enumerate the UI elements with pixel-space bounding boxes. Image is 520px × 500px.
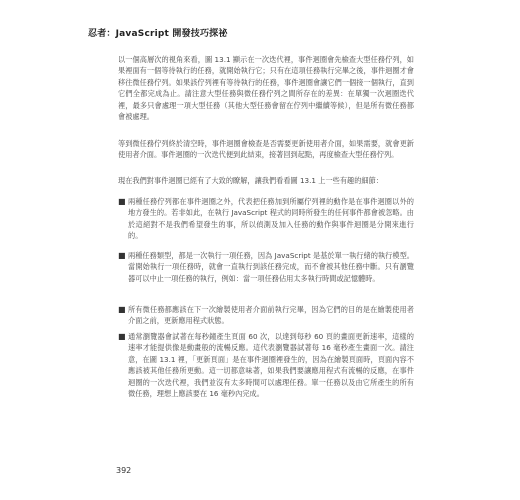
paragraph-3: 現在我們對事件迴圈已經有了大致的瞭解，讓我們看看圖 13.1 上一些有趣的細節： (118, 176, 383, 185)
bullet-icon: ■ (118, 197, 126, 206)
list-item-text: 所有微任務都應該在下一次繪製使用者介面前執行完畢，因為它們的目的是在繪製使用者介面之前，更新應用程式狀態。 (128, 305, 414, 326)
list-item-text: 兩種任務佇列都在事件迴圈之外，代表把任務加到所屬佇列裡的動作是在事件迴圈以外的地方發生的。若非如此，在執行 JavaScript 程式的同時所發生的任何事件都會被忽略。由於這絕對不是我們希望發生的事，所以偵測及加入任務的動作與事件迴圈是分開來進行的。 (128, 197, 414, 241)
bullet-icon: ■ (118, 251, 126, 260)
paragraph-1: 以一個高層次的視角來看，圖 13.1 顯示在一次迭代裡，事件迴圈會先檢查大型任務佇列，如果裡面有一個等待執行的任務，就開始執行它；只有在這項任務執行完畢之後，事件迴圈才會移往微任務佇列。如果該佇列裡有等待執行的任務，事件迴圈會讓它們一個接一個執行，直到它們全都完成為止。請注意大型任務與微任務佇列之間所存在的差異：在單獨一次迴圈迭代裡，最多只會處理一項大型任務（其他大型任務會留在佇列中繼續等候），但是所有微任務都會被處理。 (118, 55, 414, 122)
paragraph-2: 等到微任務佇列終於清空時，事件迴圈會檢查是否需要更新使用者介面，如果需要，就會更新使用者介面。事件迴圈的一次迭代便到此結束，接著回到起點，再度檢查大型任務佇列。 (118, 139, 414, 160)
page-number: 392 (116, 466, 132, 475)
list-item-text: 兩種任務類型，都是一次執行一項任務，因為 JavaScript 是基於單一執行緒的執行模型。當開始執行一項任務時，就會一直執行到該任務完成，而不會被其他任務中斷。只有瀏覽器可以中止一項任務的執行，例如：當一項任務佔用太多執行時間或記憶體時。 (128, 251, 414, 283)
list-item (118, 304, 414, 327)
list-item-text: 通常瀏覽器會試著在每秒鐘產生頁面 60 次，以達到每秒 60 頁的畫面更新速率，這樣的速率才能提供像是動畫般的流暢反應。這代表瀏覽器試著每 16 毫秒產生畫面一次。請注意，在圖 13.1 裡，「更新頁面」是在事件迴圈裡發生的，因為在繪製頁面時，頁面內容不應該被其他任務所更動。這一切都意味著，如果我們要讓應用程式有流暢的反應，在事件迴圈的一次迭代裡，我們並沒有太多時間可以處理任務。單一任務以及由它所產生的所有微任務，理想上應該要在 16 毫秒內完成。 (128, 332, 414, 399)
list-item (118, 196, 414, 242)
bullet-icon: ■ (118, 305, 126, 314)
list-item (118, 331, 414, 399)
bullet-icon: ■ (118, 332, 126, 341)
list-item (118, 250, 414, 284)
running-header: 忍者：JavaScript 開發技巧探祕 (88, 29, 228, 39)
